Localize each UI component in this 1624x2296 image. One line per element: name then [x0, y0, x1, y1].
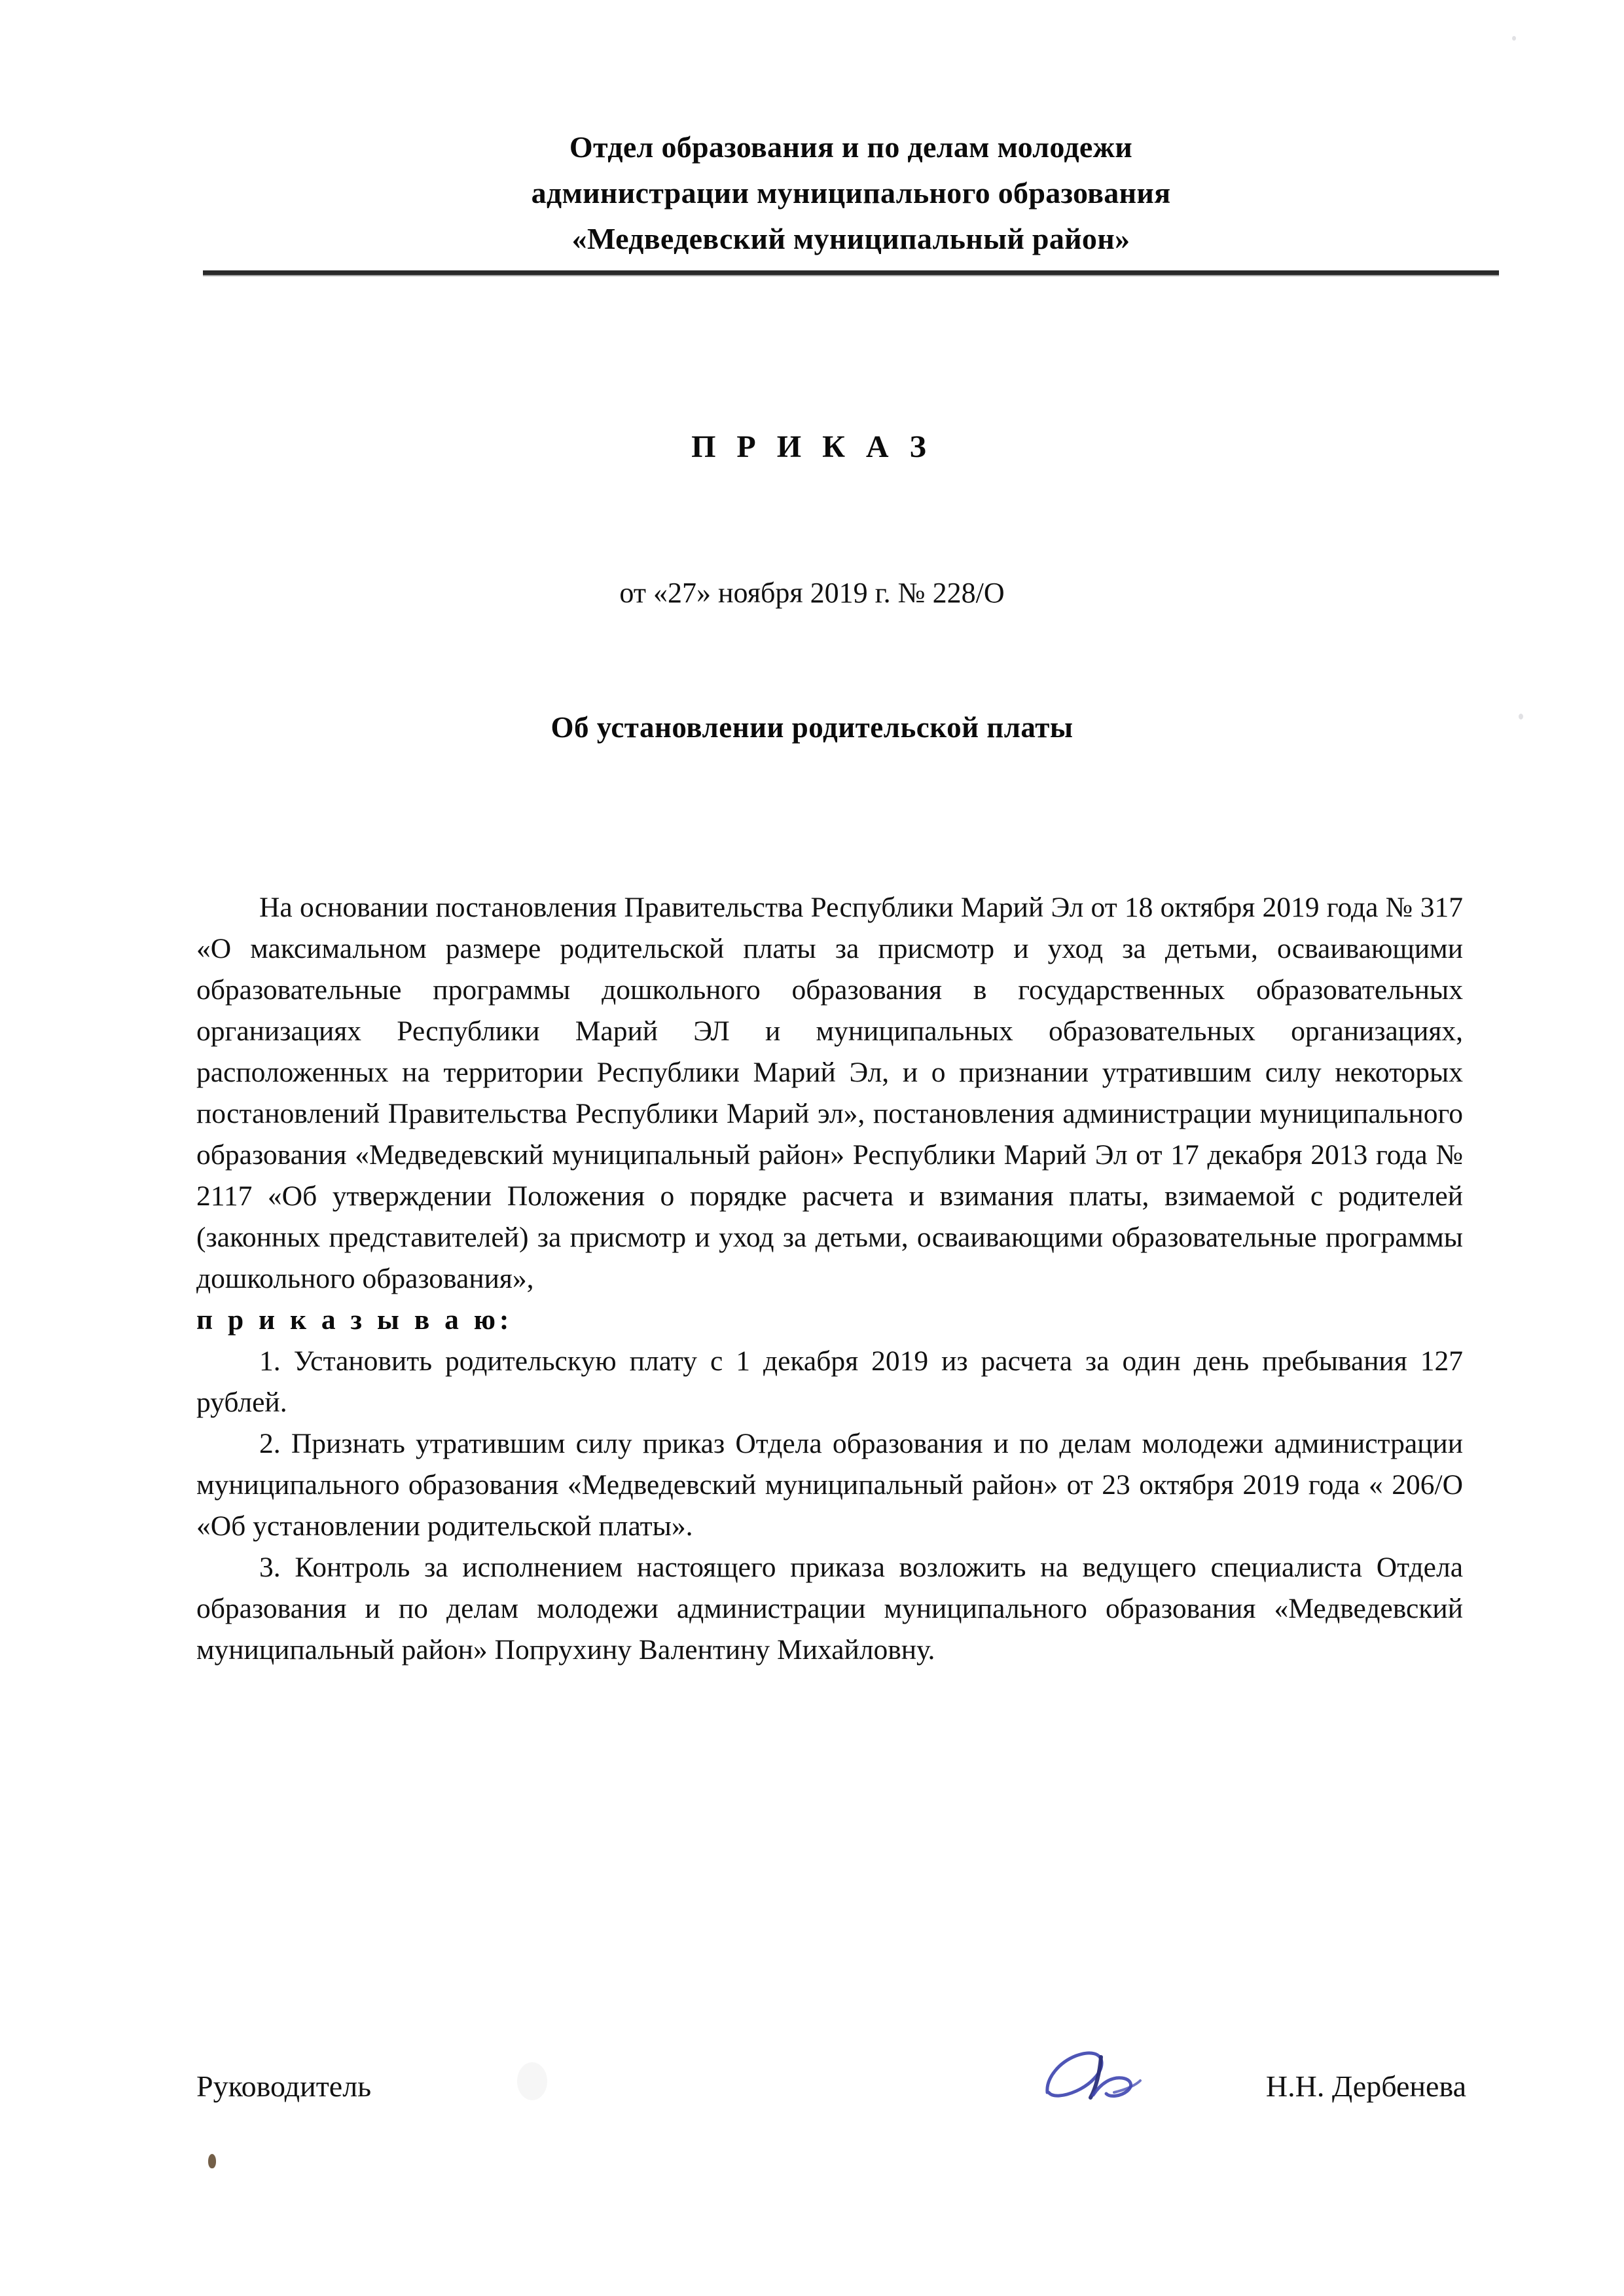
scan-speck-top: [1519, 714, 1523, 720]
order-item-3: 3. Контроль за исполнением настоящего приказа возложить на ведущего специалиста Отдела образования и по делам молодежи администрации муниципального образования «Медведевский муниципальный район» Попрухину Валентину Михайловну.: [196, 1552, 1463, 1666]
ink-speck: [208, 2154, 216, 2168]
signer-name-label: Н.Н. Дербенева: [1265, 2069, 1466, 2103]
letterhead: [203, 124, 1499, 262]
header-divider-rule: [203, 270, 1499, 275]
order-keyword: п р и к а з ы в а ю:: [196, 1304, 513, 1336]
document-subject-title: Об установлении родительской платы: [550, 711, 1074, 744]
document-date-number: от «27» ноября 2019 г. № 228/О: [619, 577, 1005, 609]
document-body: [196, 887, 1463, 1671]
letterhead-line-2: администрации муниципального образования: [531, 176, 1171, 210]
scan-smudge: [517, 2062, 547, 2100]
order-item-2: 2. Признать утратившим силу приказ Отдела образования и по делам молодежи администрации муниципального образования «Медведевский муниципальный район» от 23 октября 2019 года « 206/О «Об установлении родительской платы».: [196, 1428, 1463, 1542]
scan-speck-upper: [1512, 36, 1516, 41]
handwritten-signature-icon: [1028, 2030, 1172, 2141]
order-item-1: 1. Установить родительскую плату с 1 декабря 2019 из расчета за один день пребывания 127 рублей.: [196, 1345, 1463, 1418]
letterhead-line-3: «Медведевский муниципальный район»: [571, 222, 1130, 255]
document-type-heading: П Р И К А З: [691, 429, 933, 464]
preamble-paragraph: На основании постановления Правительства Республики Марий Эл от 18 октября 2019 года № 317 «О максимальном размере родительской платы за присмотр и уход за детьми, осваивающими образовательные программы дошкольного образования в государственных образовательных организациях Республики Марий ЭЛ и муниципальных образовательных организациях, расположенных на территории Республики Марий Эл, и о признании утратившим силу некоторых постановлений Правительства Республики Марий эл», постановления администрации муниципального образования «Медведевский муниципальный район» Республики Марий Эл от 17 декабря 2013 года № 2117 «Об утверждении Положения о порядке расчета и взимания платы, взимаемой с родителей (законных представителей) за присмотр и уход за детьми, осваивающими образовательные программы дошкольного образования»,: [196, 892, 1463, 1294]
signature-block: [196, 2069, 1466, 2128]
signer-role-label: Руководитель: [196, 2069, 372, 2103]
letterhead-line-1: Отдел образования и по делам молодежи: [569, 130, 1133, 164]
